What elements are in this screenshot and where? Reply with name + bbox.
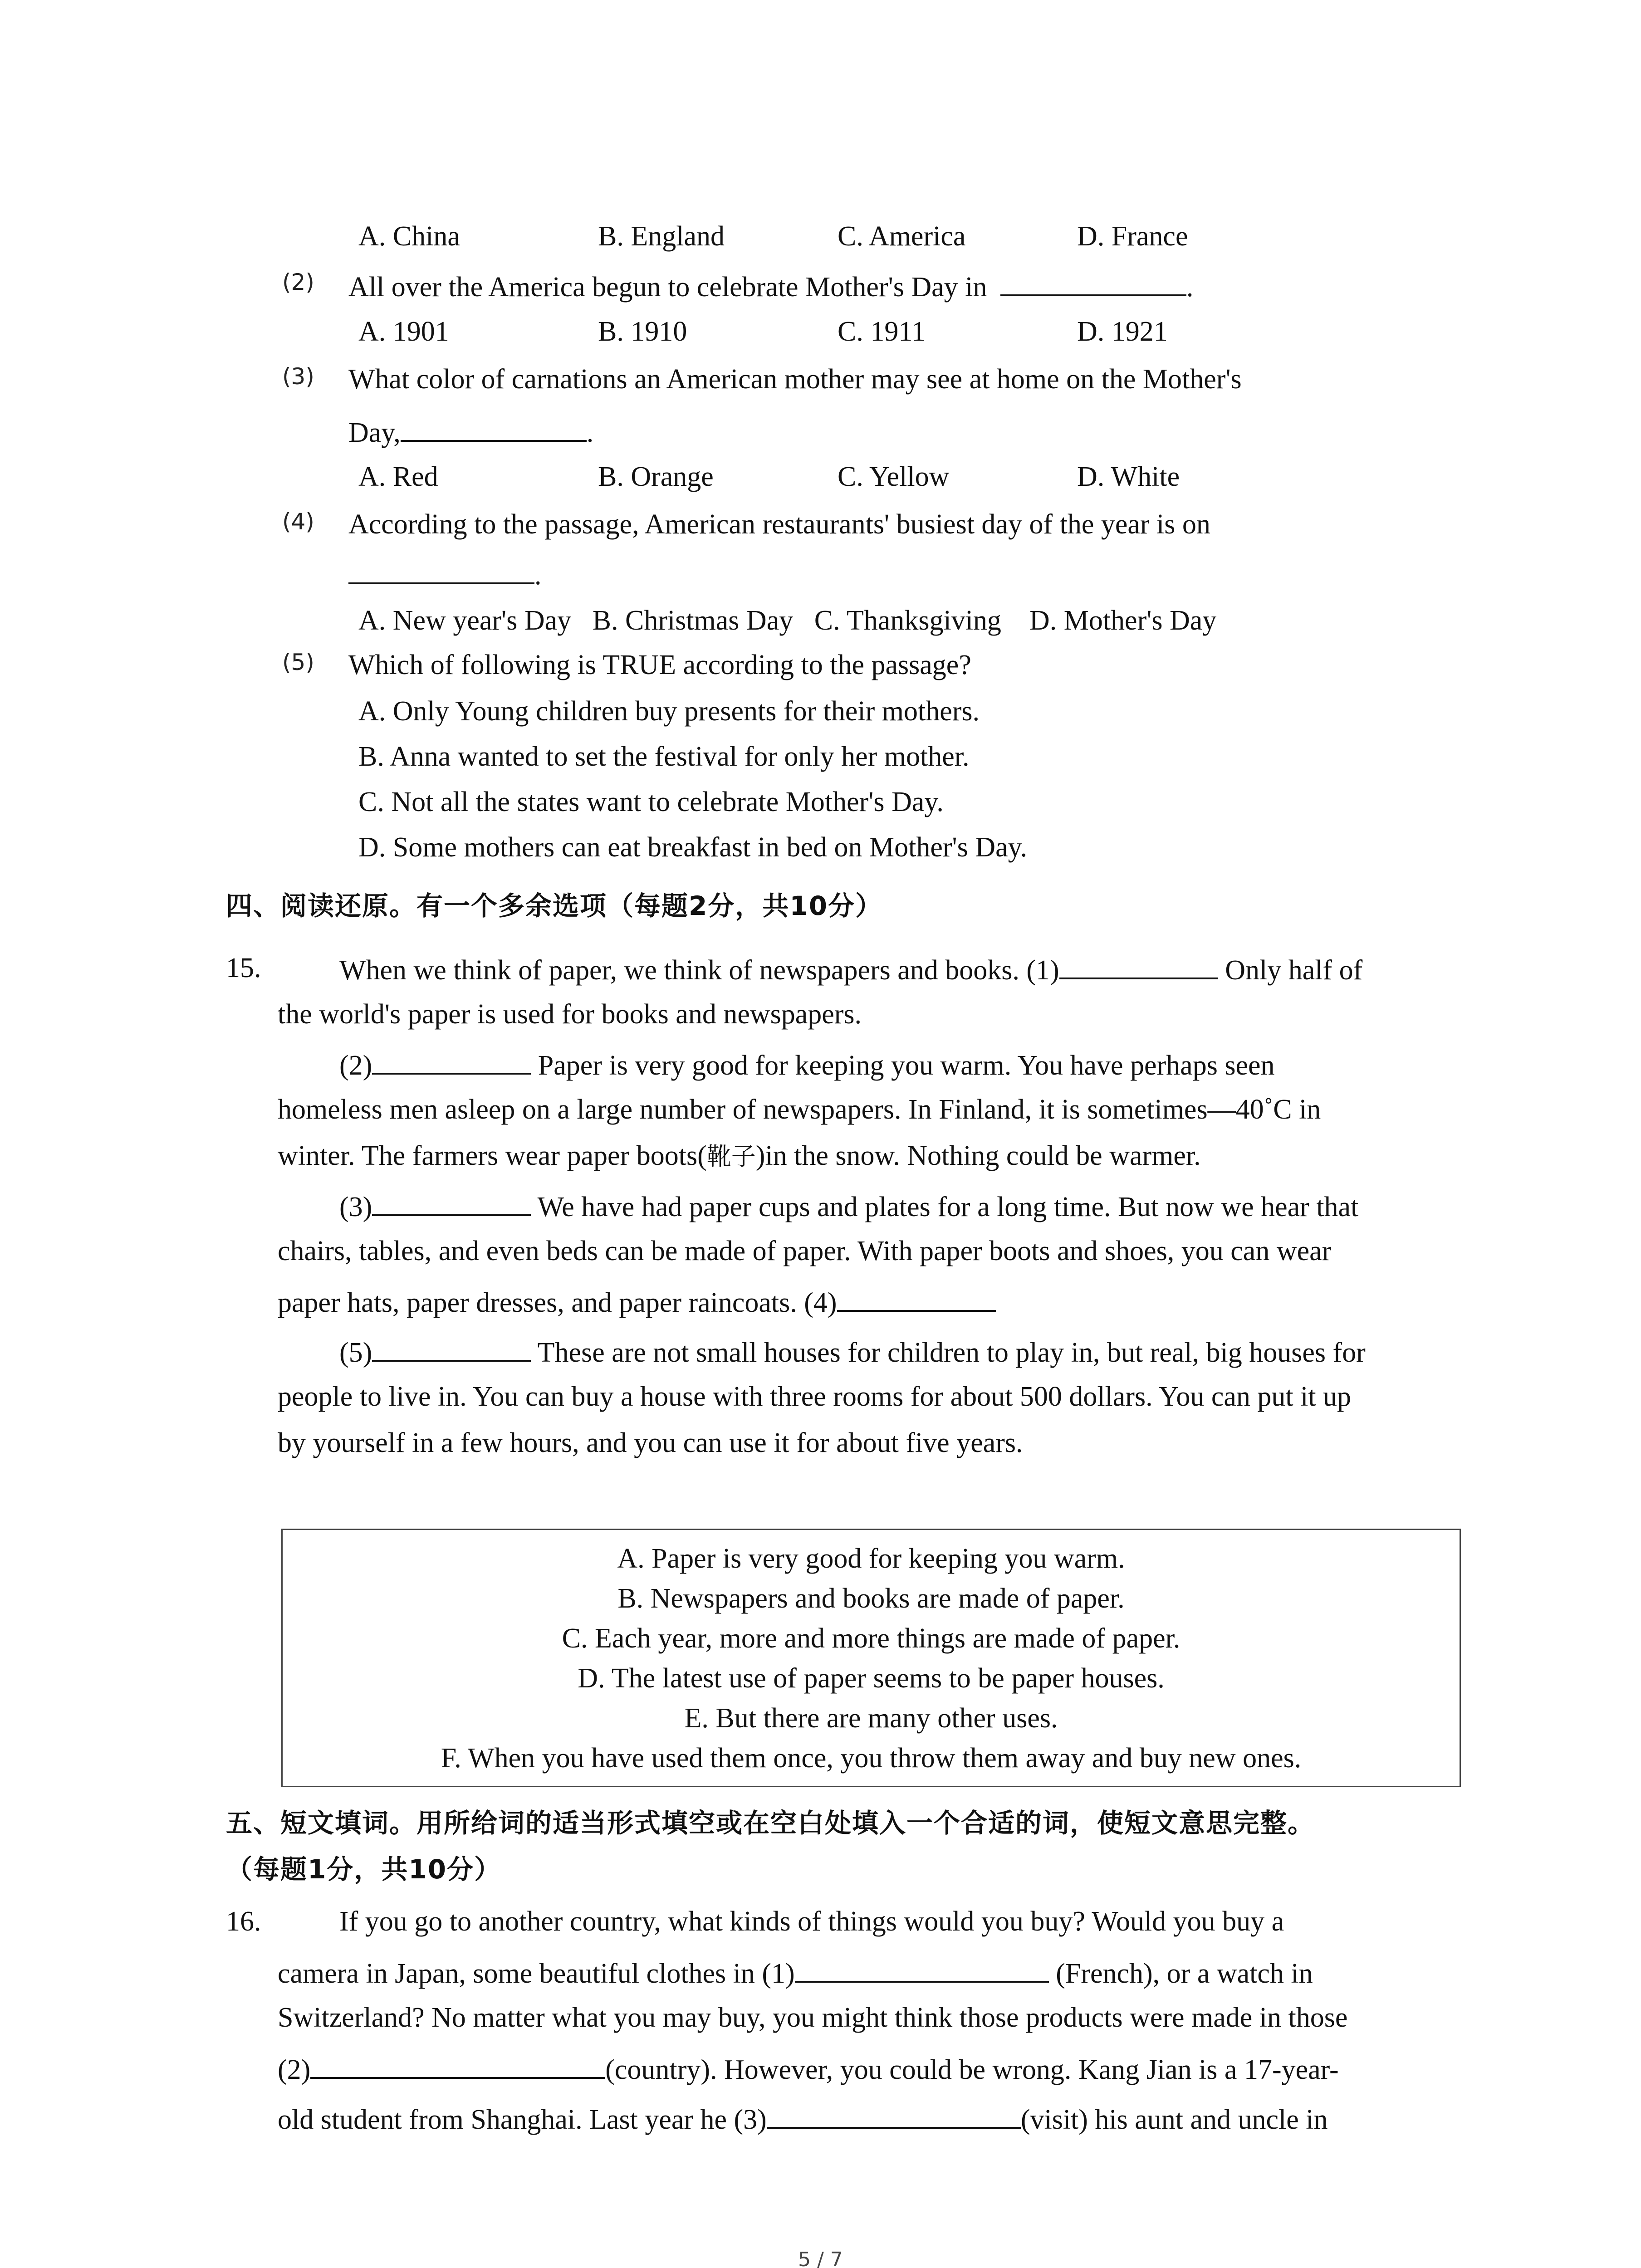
q2-stem: All over the America begun to celebrate Mother's Day in . [348,272,1194,303]
q16-number: 16. [226,1906,261,1937]
q15-p2-line2: homeless men asleep on a large number of newspapers. In Finland, it is sometimes—40˚C in [278,1094,1321,1125]
q3-stem-line2: Day, . [348,417,594,448]
box-option-a: A. Paper is very good for keeping you warm. [617,1543,1125,1574]
q5-option-b: B. Anna wanted to set the festival for only her mother. [358,741,970,772]
q2-option-d: D. 1921 [1077,316,1168,347]
q4-stem-line1: According to the passage, American restaurants' busiest day of the year is on [348,509,1210,540]
q4-stem-line2: . [348,559,542,589]
q3-option-a: A. Red [358,461,438,492]
q5-stem: Which of following is TRUE according to the passage? [348,650,971,680]
q15-blank-3[interactable] [372,1191,531,1216]
q16-blank-2[interactable] [310,2053,605,2079]
box-option-c: C. Each year, more and more things are made of paper. [562,1623,1181,1654]
q1-option-b: B. England [598,221,725,252]
page-number: 5 / 7 [798,2248,843,2268]
q15-p2-line1: (2) Paper is very good for keeping you warm. You have perhaps seen [339,1050,1275,1081]
q15-blank-4[interactable] [837,1286,996,1312]
q16-line3: Switzerland? No matter what you may buy, you might think those products were made in those [278,2002,1348,2033]
q15-p4-line3: by yourself in a few hours, and you can use it for about five years. [278,1427,1023,1458]
q5-option-a: A. Only Young children buy presents for their mothers. [358,696,980,727]
q16-line5: old student from Shanghai. Last year he (3) (visit) his aunt and uncle in [278,2104,1328,2135]
q2-number: (2) [282,269,314,295]
q15-p2-line3: winter. The farmers wear paper boots(靴子)in the snow. Nothing could be warmer. [278,1140,1201,1171]
q16-line4: (2) (country). However, you could be wrong. Kang Jian is a 17-year- [278,2054,1339,2085]
options-box [281,1529,1461,1787]
q5-number: (5) [282,649,314,675]
q1-option-d: D. France [1077,221,1188,252]
q16-line1: If you go to another country, what kinds of things would you buy? Would you buy a [339,1906,1284,1937]
q15-p3-line1: (3) We have had paper cups and plates for a long time. But now we hear that [339,1192,1359,1222]
q3-option-b: B. Orange [598,461,714,492]
q15-blank-2[interactable] [372,1049,531,1075]
q4-blank[interactable] [348,559,534,584]
q15-p3-line3: paper hats, paper dresses, and paper raincoats. (4) [278,1286,996,1317]
q15-p1-line2: the world's paper is used for books and newspapers. [278,999,862,1030]
q2-option-a: A. 1901 [358,316,449,347]
q16-blank-1[interactable] [795,1957,1049,1983]
box-option-f: F. When you have used them once, you throw them away and buy new ones. [441,1743,1302,1774]
q16-blank-3[interactable] [767,2103,1021,2129]
q1-option-a: A. China [358,221,460,252]
q2-option-c: C. 1911 [838,316,926,347]
section5-heading-line1: 五、短文填词。用所给词的适当形式填空或在空白处填入一个合适的词，使短文意思完整。 [226,1808,1315,1838]
q2-option-b: B. 1910 [598,316,687,347]
q3-option-d: D. White [1077,461,1180,492]
q5-option-d: D. Some mothers can eat breakfast in bed on Mother's Day. [358,832,1028,863]
section4-heading: 四、阅读还原。有一个多余选项（每题2分，共10分） [226,890,883,921]
q15-blank-1[interactable] [1059,954,1218,979]
section5-heading-line2: （每题1分，共10分） [226,1854,502,1885]
q15-p3-line2: chairs, tables, and even beds can be made of paper. With paper boots and shoes, you can wear [278,1236,1332,1266]
q5-option-c: C. Not all the states want to celebrate Mother's Day. [358,787,944,817]
q16-line2: camera in Japan, some beautiful clothes in (1) (French), or a watch in [278,1958,1313,1989]
q15-number: 15. [226,953,261,983]
q3-number: (3) [282,363,314,390]
q15-p4-line1: (5) These are not small houses for children to play in, but real, big houses for [339,1337,1366,1368]
q3-stem-line1: What color of carnations an American mother may see at home on the Mother's [348,364,1242,395]
box-option-b: B. Newspapers and books are made of paper. [617,1583,1125,1614]
q1-option-c: C. America [838,221,966,252]
q3-option-c: C. Yellow [838,461,950,492]
q4-options: A. New year's Day B. Christmas Day C. Thanksgiving D. Mother's Day [358,605,1217,636]
box-option-d: D. The latest use of paper seems to be paper houses. [578,1663,1165,1694]
q3-blank[interactable] [401,416,587,442]
q15-p1-line1: When we think of paper, we think of newspapers and books. (1) Only half of [339,955,1363,986]
q15-p4-line2: people to live in. You can buy a house with three rooms for about 500 dollars. You can put it up [278,1381,1352,1412]
q15-blank-5[interactable] [372,1336,531,1362]
box-option-e: E. But there are many other uses. [684,1703,1058,1734]
q4-number: (4) [282,508,314,535]
q2-blank[interactable] [1000,271,1186,296]
